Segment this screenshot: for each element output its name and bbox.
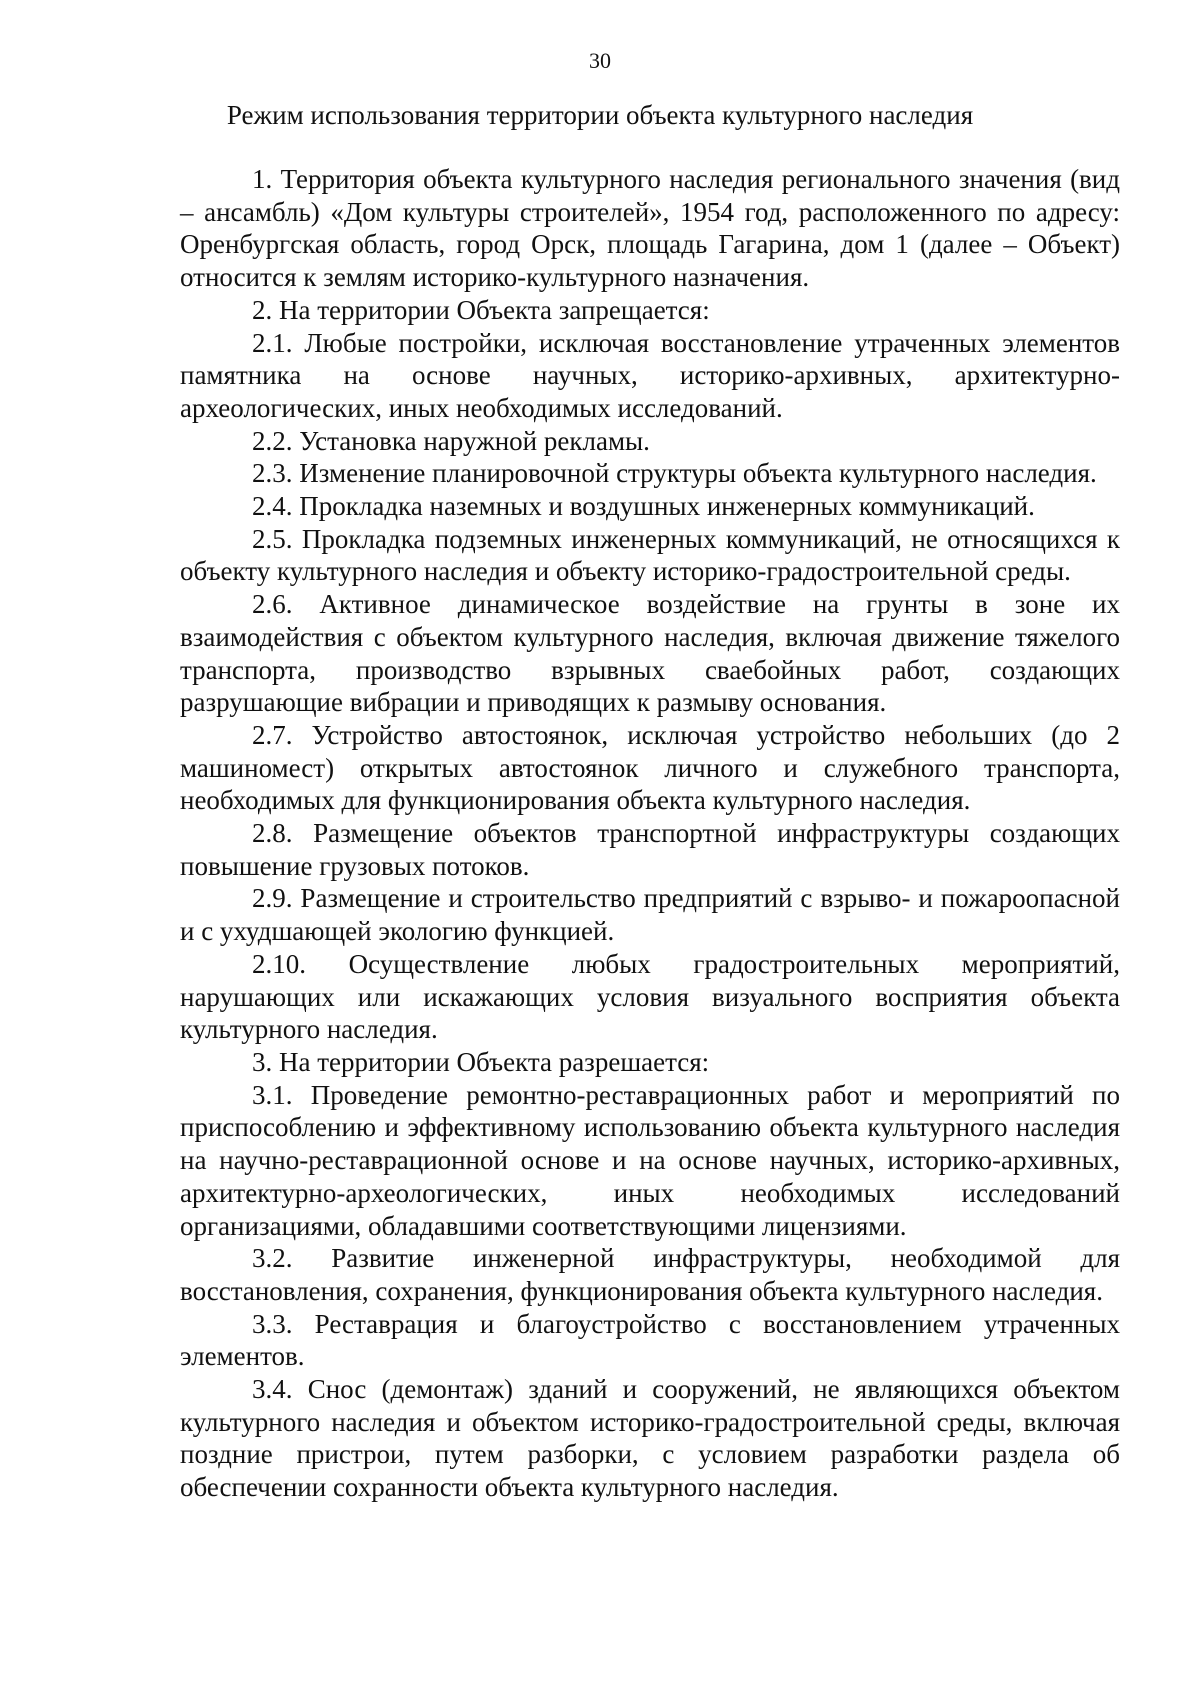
paragraph-1: 1. Территория объекта культурного наследия регионального значения (вид – ансамбль) «Дом культуры строителей», 1954 год, расположенного по адресу: Оренбургская область, город Орск, площадь Гагарина, дом 1 (далее – Объект) относится к землям историко-культурного назначения.: [180, 164, 1120, 293]
paragraph-2: 2. На территории Объекта запрещается:: [252, 294, 710, 325]
paragraph-2-2: 2.2. Установка наружной рекламы.: [252, 425, 650, 456]
paragraph-2-8: 2.8. Размещение объектов транспортной инфраструктуры создающих повышение грузовых потоков.: [180, 818, 1120, 881]
paragraph-2-9: 2.9. Размещение и строительство предприятий с взрыво- и пожароопасной и с ухудшающей экологию функцией.: [180, 883, 1120, 947]
paragraph-2-7: 2.7. Устройство автостоянок, исключая устройство небольших (до 2 машиномест) открытых автостоянок личного и служебного транспорта, необходимых для функционирования объекта культурного наследия.: [180, 719, 1120, 816]
paragraph-3: 3. На территории Объекта разрешается:: [252, 1046, 710, 1077]
page-number: 30: [589, 48, 611, 73]
document-body: [180, 163, 1120, 1504]
paragraph-2-3: 2.3. Изменение планировочной структуры объекта культурного наследия.: [252, 458, 1097, 489]
paragraph-3-1: 3.1. Проведение ремонтно-реставрационных работ и мероприятий по приспособлению и эффективному использованию объекта культурного наследия на научно-реставрационной основе и на основе научных, историко-архивных, архитектурно-археологических, иных необходимых исследований организациями, обладавшими соответствующими лицензиями.: [180, 1079, 1120, 1241]
paragraph-2-6: 2.6. Активное динамическое воздействие на грунты в зоне их взаимодействия с объектом культурного наследия, включая движение тяжелого транспорта, производство взрывных сваебойных работ, создающих разрушающие вибрации и приводящих к размыву основания.: [180, 589, 1120, 718]
paragraph-2-10: 2.10. Осуществление любых градостроительных мероприятий, нарушающих или искажающих условия визуального восприятия объекта культурного наследия.: [180, 948, 1120, 1045]
paragraph-3-3: 3.3. Реставрация и благоустройство с восстановлением утраченных элементов.: [180, 1308, 1120, 1372]
paragraph-3-2: 3.2. Развитие инженерной инфраструктуры, необходимой для восстановления, сохранения, функционирования объекта культурного наследия.: [180, 1243, 1120, 1306]
paragraph-3-4: 3.4. Снос (демонтаж) зданий и сооружений, не являющихся объектом культурного наследия и объектом историко-градостроительной среды, включая поздние пристрои, путем разборки, с условием разработки раздела об обеспечении сохранности объекта культурного наследия.: [180, 1374, 1120, 1503]
paragraph-2-4: 2.4. Прокладка наземных и воздушных инженерных коммуникаций.: [252, 491, 1035, 522]
paragraph-2-1: 2.1. Любые постройки, исключая восстановление утраченных элементов памятника на основе научных, историко-архивных, архитектурно-археологических, иных необходимых исследований.: [180, 327, 1120, 423]
paragraph-2-5: 2.5. Прокладка подземных инженерных коммуникаций, не относящихся к объекту культурного наследия и объекту историко-градостроительной среды.: [180, 523, 1120, 587]
document-title: Режим использования территории объекта культурного наследия: [226, 100, 974, 130]
